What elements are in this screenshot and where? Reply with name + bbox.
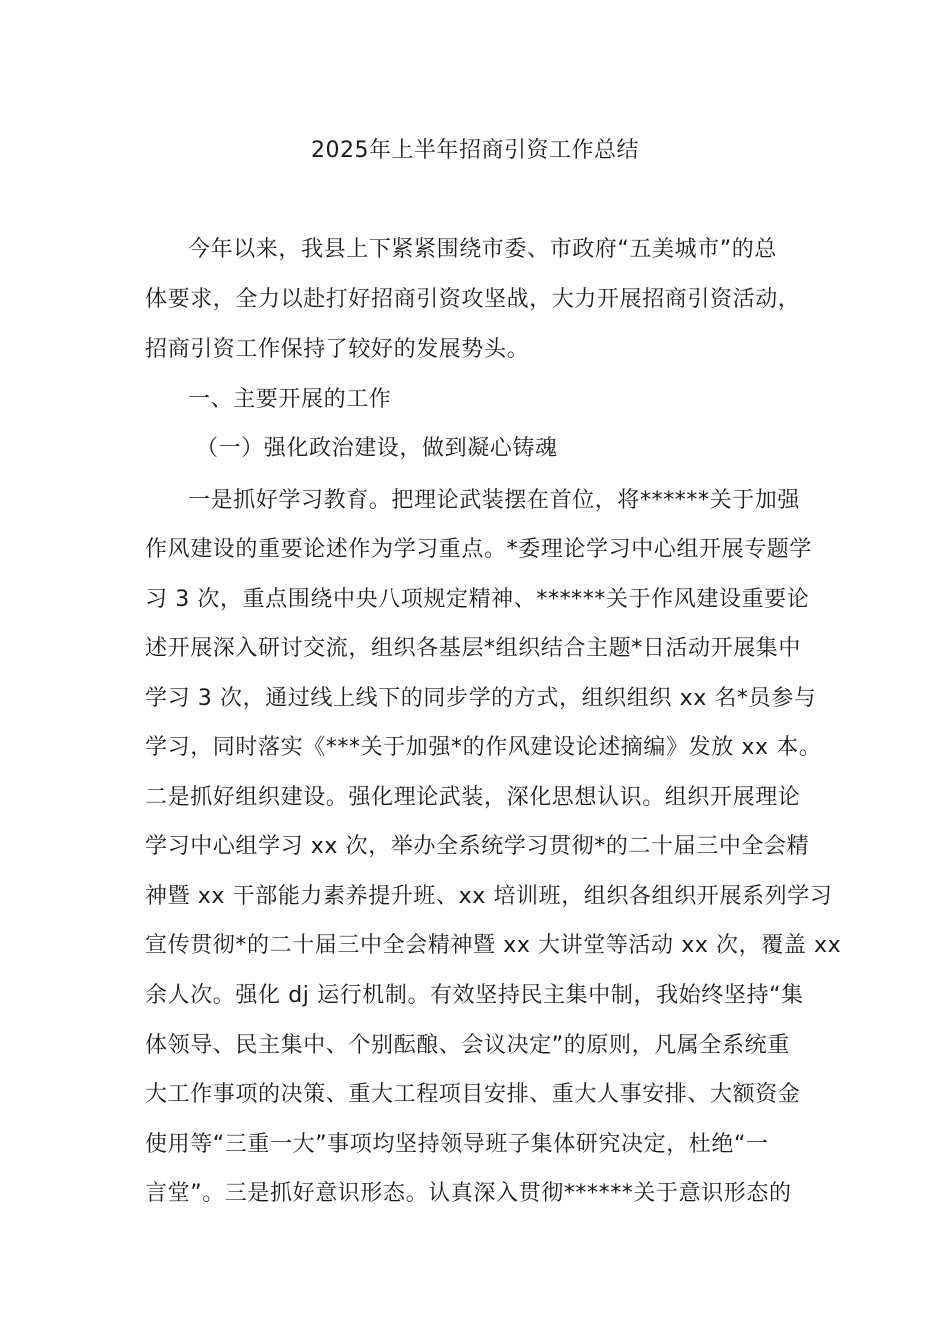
paragraph-line: 大工作事项的决策、重大工程项目安排、重大人事安排、大额资金: [145, 1082, 801, 1107]
paragraph-line: 余人次。强化 dj 运行机制。有效坚持民主集中制，我始终坚持“集: [145, 983, 804, 1008]
document-title: 2025年上半年招商引资工作总结: [311, 138, 639, 163]
section-heading: 一、主要开展的工作: [188, 387, 392, 412]
paragraph-line: 宣传贯彻*的二十届三中全会精神暨 xx 大讲堂等活动 xx 次，覆盖 xx: [145, 933, 842, 958]
paragraph-line: 二是抓好组织建设。强化理论武装，深化思想认识。组织开展理论: [145, 785, 801, 810]
paragraph-line: 言堂”。三是抓好意识形态。认真深入贯彻******关于意识形态的: [145, 1181, 792, 1206]
paragraph-line: 使用等“三重一大”事项均坚持领导班子集体研究决定，杜绝“一: [145, 1132, 769, 1157]
paragraph-line: 神暨 xx 干部能力素养提升班、xx 培训班，组织各组织开展系列学习: [145, 884, 833, 909]
paragraph-line: 作风建设的重要论述作为学习重点。*委理论学习中心组开展专题学: [145, 537, 813, 562]
paragraph-line: 体领导、民主集中、个别酝酿、会议决定”的原则，凡属全系统重: [145, 1033, 790, 1058]
paragraph-line: 今年以来，我县上下紧紧围绕市委、市政府“五美城市”的总: [188, 237, 777, 262]
paragraph-line: 述开展深入研讨交流，组织各基层*组织结合主题*日活动开展集中: [145, 636, 802, 661]
paragraph-line: 体要求，全力以赴打好招商引资攻坚战，大力开展招商引资活动，: [145, 287, 801, 312]
subsection-heading: （一）强化政治建设，做到凝心铸魂: [196, 436, 558, 461]
paragraph-line: 习 3 次，重点围绕中央八项规定精神、******关于作风建设重要论: [145, 587, 810, 612]
paragraph-line: 学习中心组学习 xx 次，举办全系统学习贯彻*的二十届三中全会精: [145, 834, 810, 859]
paragraph-line: 招商引资工作保持了较好的发展势头。: [145, 337, 530, 362]
paragraph-line: 学习 3 次，通过线上线下的同步学的方式，组织组织 xx 名*员参与: [145, 686, 817, 711]
paragraph-line: 学习，同时落实《***关于加强*的作风建设论述摘编》发放 xx 本。: [145, 735, 822, 760]
paragraph-line: 一是抓好学习教育。把理论武装摆在首位，将******关于加强: [188, 488, 801, 513]
